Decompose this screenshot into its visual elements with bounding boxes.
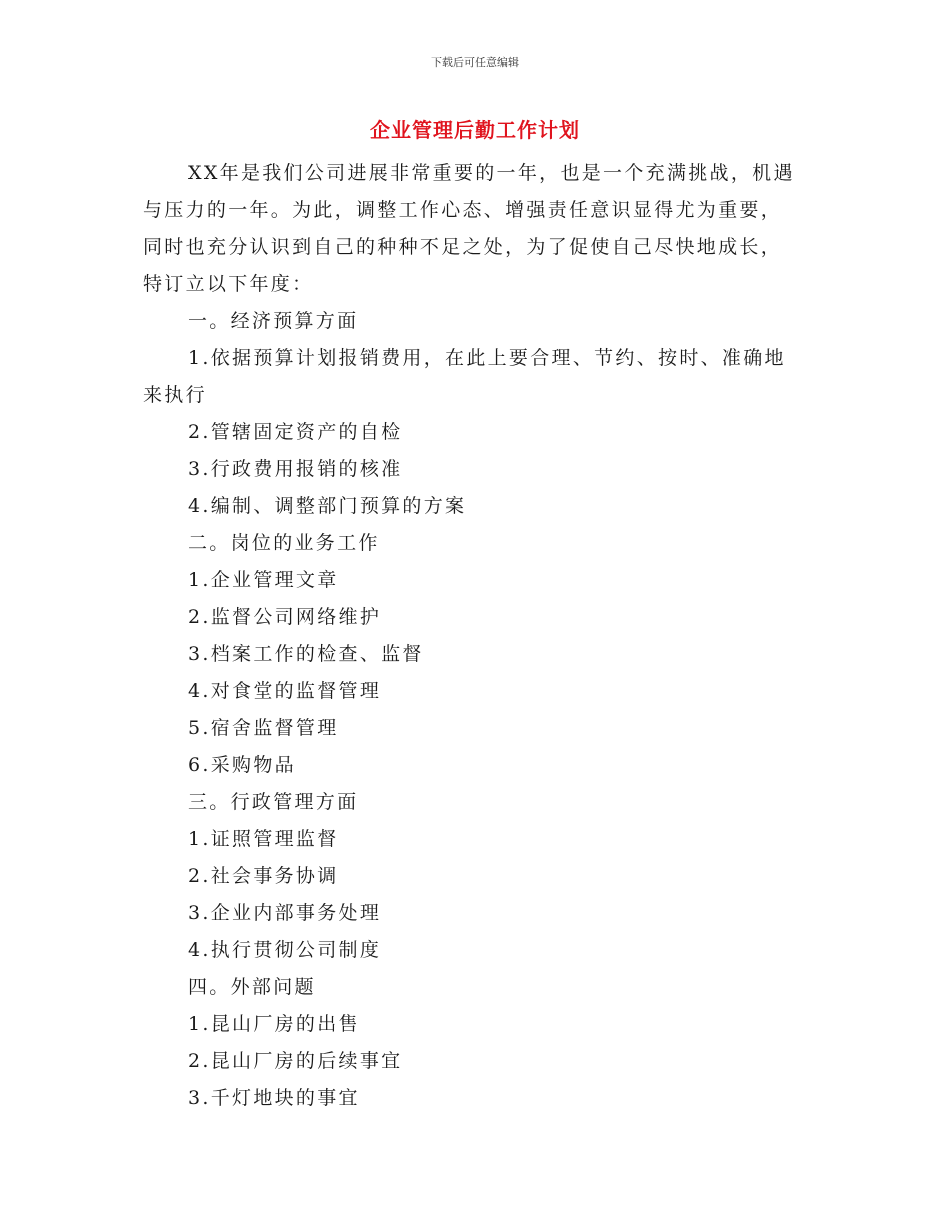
document-title: 企业管理后勤工作计划 xyxy=(370,118,580,142)
list-item: 4.执行贯彻公司制度 xyxy=(188,939,382,961)
list-item: 1.依据预算计划报销费用，在此上要合理、节约、按时、准确地来执行 xyxy=(143,347,786,406)
intro-paragraph: XX年是我们公司进展非常重要的一年，也是一个充满挑战，机遇与压力的一年。为此，调整工作心态、增强责任意识显得尤为重要，同时也充分认识到自己的种种不足之处，为了促使自己尽快地成长，特订立以下年度： xyxy=(143,162,795,295)
list-item: 2.监督公司网络维护 xyxy=(188,606,382,628)
section-heading: 四。外部问题 xyxy=(188,976,316,998)
section-heading: 一。经济预算方面 xyxy=(188,310,359,332)
list-item: 3.行政费用报销的核准 xyxy=(188,458,403,480)
list-item: 1.昆山厂房的出售 xyxy=(188,1013,360,1035)
document-body xyxy=(143,155,803,1117)
list-item: 3.企业内部事务处理 xyxy=(188,902,382,924)
list-item: 5.宿舍监督管理 xyxy=(188,717,339,739)
list-item: 2.社会事务协调 xyxy=(188,865,339,887)
list-item: 6.采购物品 xyxy=(188,754,296,776)
list-item: 4.对食堂的监督管理 xyxy=(188,680,382,702)
list-item: 1.企业管理文章 xyxy=(188,569,339,591)
list-item: 2.昆山厂房的后续事宜 xyxy=(188,1050,403,1072)
list-item: 4.编制、调整部门预算的方案 xyxy=(188,495,467,517)
list-item: 3.档案工作的检查、监督 xyxy=(188,643,424,665)
section-heading: 二。岗位的业务工作 xyxy=(188,532,380,554)
page-header-note: 下载后可任意编辑 xyxy=(431,56,519,69)
list-item: 2.管辖固定资产的自检 xyxy=(188,421,403,443)
section-heading: 三。行政管理方面 xyxy=(188,791,359,813)
list-item: 3.千灯地块的事宜 xyxy=(188,1087,360,1109)
list-item: 1.证照管理监督 xyxy=(188,828,339,850)
